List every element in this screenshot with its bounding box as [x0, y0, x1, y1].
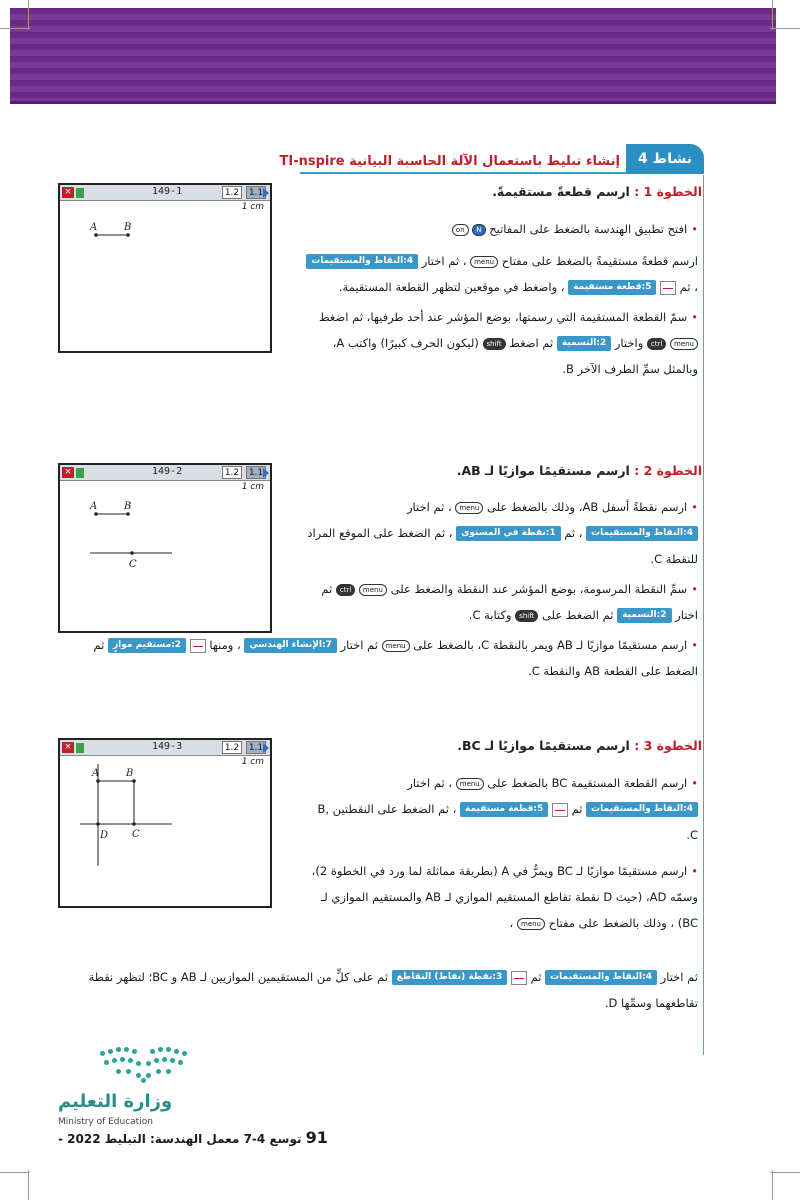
step-1-bullet-1: •افتح تطبيق الهندسة بالضغط على المفاتيح N on — [306, 216, 698, 242]
calculator-toolbar — [60, 740, 270, 756]
step-1-body — [306, 216, 698, 382]
ctrl-key: ctrl — [647, 338, 666, 350]
activity-header — [279, 144, 704, 174]
ctrl-key: ctrl — [336, 584, 355, 596]
geometry-app-icon: N — [472, 224, 485, 236]
menu-label: 2:التسمية — [617, 608, 671, 623]
step-3-body — [306, 770, 698, 936]
point-c — [130, 551, 134, 555]
step-2-bullet-3: •ارسم مستقيمًا موازيًا لـ AB ويمر بالنقطة C، بالضغط على menu ثم اختار 7:الإنشاء الهندسي ، ومنها 2:مستقيم موازٍ ثم الضغط على القطعة AB والنقطة C. — [93, 638, 698, 678]
close-icon: × — [62, 187, 74, 198]
crop-mark — [0, 28, 30, 29]
purple-banner — [10, 8, 776, 104]
activity-title: إنشاء تبليط باستعمال الآلة الحاسبة البيانية TI-nspire — [279, 154, 620, 169]
scale-label: 1 cm — [241, 757, 264, 767]
point-b — [126, 512, 130, 516]
arrow-right-icon — [263, 468, 269, 478]
menu-key: menu — [456, 778, 484, 790]
segment-tool-icon — [660, 281, 676, 295]
step-2-bullet-1: •ارسم نقطةً أسفل AB، وذلك بالضغط على menu ، ثم اختار 4:النقاط والمستقيمات ، ثم 1:نقطة في المستوى ، ثم الضغط على الموقع المراد للنقطة C. — [307, 500, 698, 566]
crop-mark — [770, 28, 800, 29]
label-b: B — [124, 501, 132, 512]
battery-icon — [76, 743, 84, 753]
crop-mark — [772, 1170, 773, 1200]
step-3-bullet-1: •ارسم القطعة المستقيمة BC بالضغط على menu ، ثم اختار 4:النقاط والمستقيمات ثم 5:قطعة مستقيمة ، ثم الضغط على النقطتين B, C. — [317, 776, 698, 842]
page-tab: 1.2 — [222, 466, 242, 479]
calculator-screen-1 — [58, 183, 272, 353]
menu-intersection: 3:نقطة (نقاط) التقاطع — [392, 970, 508, 985]
intersection-tool-icon — [511, 971, 527, 985]
menu-key: menu — [359, 584, 387, 596]
label-d: D — [100, 830, 109, 841]
label-c: C — [129, 559, 137, 570]
crop-mark — [770, 1172, 800, 1173]
document-name: 149-3 — [152, 741, 183, 752]
step-3-bullet-2: •ارسم مستقيمًا موازيًا لـ BC ويمرُّ في A (بطريقة مماثلة لما ورد في الخطوة 2)، وسمّه AD، (حيث D نقطة تقاطع المستقيم الموازي لـ AB والمستقيم الموازي لـ BC) ، وذلك بالضغط على مفتاح menu ، — [311, 864, 698, 930]
close-icon: × — [62, 467, 74, 478]
segment-tool-icon — [552, 803, 568, 817]
shift-key: shift — [515, 610, 538, 622]
step-3-heading: الخطوة 3 : ارسم مستقيمًا موازيًا لـ BC. — [457, 738, 702, 753]
menu-points-lines: 4:النقاط والمستقيمات — [545, 970, 657, 985]
step-3-bullet-3: ثم اختار 4:النقاط والمستقيمات ثم 3:نقطة (نقاط) التقاطع ثم على كلٍّ من المستقيمين الموازيين لـ AB و BC؛ لتظهر نقطة تقاطعهما وسمِّها D. — [88, 970, 698, 1010]
scale-label: 1 cm — [241, 482, 264, 492]
point-b — [132, 779, 136, 783]
menu-point-on: 1:نقطة في المستوى — [456, 526, 560, 541]
page-tab-active: 1.1 — [246, 741, 266, 754]
point-a — [94, 512, 98, 516]
menu-key: menu — [670, 338, 698, 350]
ministry-name-en: Ministry of Education — [58, 1117, 153, 1127]
step-1-bullet-2: •سمّ القطعة المستقيمة التي رسمتها، بوضع المؤشر عند أحد طرفيها، ثم اضغط menu ctrl واختار 2:التسمية ثم اضغط shift (ليكون الحرف كبيرًا) واكتب A، وبالمثل سمِّ الطرف الآخر B. — [319, 310, 698, 376]
page-tab: 1.2 — [222, 186, 242, 199]
scale-label: 1 cm — [241, 202, 264, 212]
menu-construct: 7:الإنشاء الهندسي — [244, 638, 337, 653]
point-c — [132, 822, 136, 826]
menu-segment: 5:قطعة مستقيمة — [568, 280, 656, 295]
calculator-toolbar — [60, 465, 270, 481]
crop-mark — [0, 1172, 30, 1173]
page-tab: 1.2 — [222, 741, 242, 754]
geometry-canvas — [60, 201, 270, 351]
step-2-body — [306, 494, 698, 628]
label-b: B — [126, 768, 134, 779]
menu-label: 2:التسمية — [557, 336, 611, 351]
label-a: A — [90, 222, 98, 233]
geometry-canvas — [60, 481, 270, 631]
logo-dots-icon — [100, 1045, 190, 1081]
step-2-heading: الخطوة 2 : ارسم مستقيمًا موازيًا لـ AB. — [456, 463, 702, 478]
activity-badge: نشاط 4 — [626, 144, 704, 174]
parallel-tool-icon — [190, 639, 206, 653]
document-name: 149-2 — [152, 466, 183, 477]
calculator-screen-3 — [58, 738, 272, 908]
document-name: 149-1 — [152, 186, 183, 197]
point-b — [126, 233, 130, 237]
point-a — [94, 233, 98, 237]
ministry-name-ar: وزارة التعليم — [58, 1091, 173, 1112]
shift-key: shift — [483, 338, 506, 350]
step-1-instruction: ارسم قطعةً مستقيمةً بالضغط على مفتاح menu ، ثم اختار 4:النقاط والمستقيمات ، ثم 5:قطعة مستقيمة ، واضغط في موقعين لتظهر القطعة المستقيمة. — [306, 248, 698, 300]
step-2-bullet-2: •سمِّ النقطة المرسومة، بوضع المؤشر عند النقطة والضغط على menu ctrl ثم اختار 2:التسمية ثم الضغط على shift وكتابة C. — [321, 582, 698, 622]
page-footer — [58, 1128, 328, 1147]
battery-icon — [76, 468, 84, 478]
page-tab-active: 1.1 — [246, 186, 266, 199]
menu-points-lines: 4:النقاط والمستقيمات — [306, 254, 418, 269]
margin-rule — [703, 175, 704, 1055]
on-key: on — [452, 224, 469, 236]
arrow-right-icon — [263, 743, 269, 753]
geometry-canvas — [60, 756, 270, 906]
page-tab-active: 1.1 — [246, 466, 266, 479]
arrow-right-icon — [263, 188, 269, 198]
menu-parallel: 2:مستقيم موازٍ — [108, 638, 186, 653]
point-d — [96, 822, 100, 826]
menu-points-lines: 4:النقاط والمستقيمات — [586, 802, 698, 817]
step-1-heading: الخطوة 1 : ارسم قطعةً مستقيمةً. — [492, 184, 702, 199]
label-b: B — [124, 222, 132, 233]
footer-caption: توسع 4-7 معمل الهندسة: التبليط 2022 - — [58, 1132, 302, 1146]
menu-key: menu — [517, 918, 545, 930]
label-a: A — [90, 501, 98, 512]
label-a: A — [92, 768, 100, 779]
menu-key: menu — [470, 256, 498, 268]
page-number: 91 — [305, 1128, 328, 1147]
menu-points-lines: 4:النقاط والمستقيمات — [586, 526, 698, 541]
close-icon: × — [62, 742, 74, 753]
menu-key: menu — [382, 640, 410, 652]
point-a — [96, 779, 100, 783]
crop-mark — [772, 0, 773, 30]
activity-title-bar — [279, 152, 626, 174]
header-band — [0, 0, 800, 108]
calculator-screen-2 — [58, 463, 272, 633]
crop-mark — [28, 0, 29, 30]
battery-icon — [76, 188, 84, 198]
menu-key: menu — [455, 502, 483, 514]
calculator-toolbar — [60, 185, 270, 201]
crop-mark — [28, 1170, 29, 1200]
label-c: C — [132, 829, 140, 840]
menu-segment: 5:قطعة مستقيمة — [460, 802, 548, 817]
